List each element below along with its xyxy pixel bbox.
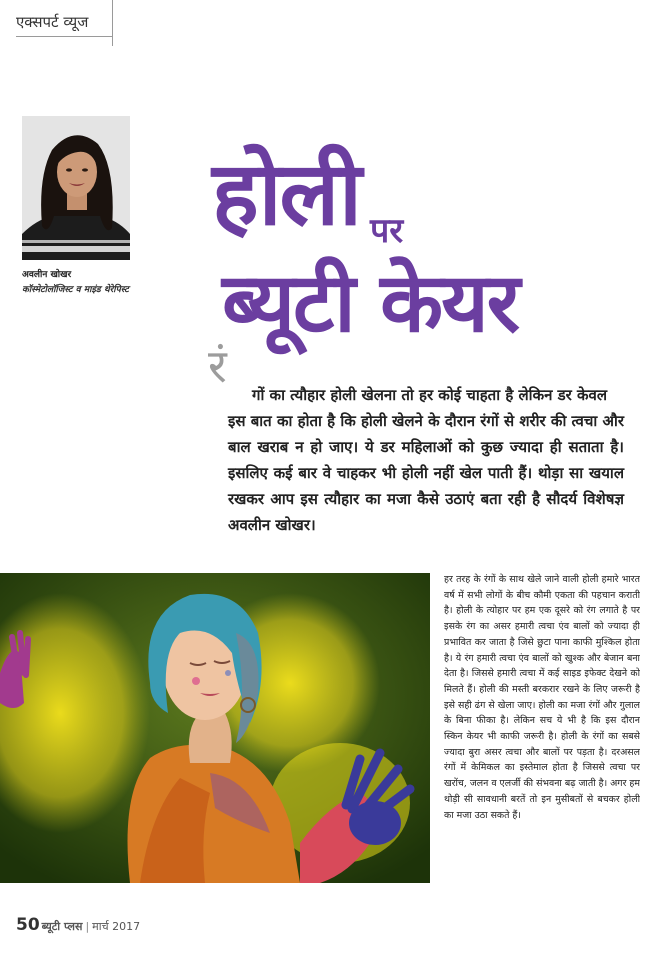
headline-line-1: होली — [212, 142, 360, 245]
author-role: कॉस्मेटोलॉजिस्ट व माइंड थेरेपिस्ट — [22, 285, 129, 295]
intro-paragraph — [228, 382, 624, 538]
author-name: अवलीन खोखर — [22, 270, 72, 280]
page-footer — [16, 915, 140, 937]
section-label: एक्सपर्ट व्यूज — [16, 13, 89, 31]
holi-photo — [0, 573, 430, 883]
section-divider-horizontal — [16, 36, 112, 37]
page-number: 50 — [16, 915, 40, 935]
issue-date: मार्च 2017 — [92, 920, 141, 933]
holi-celebration-image — [0, 573, 430, 883]
magazine-name: ब्यूटी प्लस — [41, 920, 83, 933]
section-header — [0, 0, 128, 46]
author-photo — [22, 116, 130, 260]
intro-dropcap: रं — [208, 339, 227, 393]
article-body: हर तरह के रंगों के साथ खेले जाने वाली होली हमारे भारत वर्ष में सभी लोगों के बीच कौमी एकता की पहचान कराती है। होली के त्योहार पर हम एक दूसरे को रंग लगाते है पर इसके रंग का असर हमारी त्वचा एंव बालों को ज्यादा ही प्रभावित कर जाता है जिसे छुटा पाना काफी मुश्किल होता है। ये रंग हमारी त्वचा एंव बालों को खुश्क और बेजान बना देता है। जिससे हमारी त्वचा में कई साइड इफेक्ट देखने को मिलते हैं। होली की मस्ती बरकरार रखने के लिए जरूरी है इसे सही ढंग से खेला जाए। होली का मजा रंगों और गुलाल के बिना फीका है। लेकिन सच ये भी है कि इस दौरान स्किन केयर भी काफी जरूरी है। होली के रंगों का सबसे ज्यादा बुरा असर त्वचा और बालों पर पड़ता है। दरअसल रंगों में केमिकल का इस्तेमाल होता है जिससे त्वचा पर खरोंच, जलन व एलर्जी की संभवना बढ़ जाती है। अगर हम थोड़ी सी सावधानी बरतें तो इन मुसीबतों से बचकर होली का मजा उठा सकते हैं। — [444, 574, 640, 821]
intro-rest: इस बात का होता है कि होली खेलने के दौरान रंगों से शरीर की त्वचा और बाल खराब न हो जाए। ये डर महिलाओं को कुछ ज्यादा ही सताता है। इसलिए कई बार वे चाहकर भी होली नहीं खेल पाती हैं। थोड़ा सा खयाल रखकर आप इस त्यौहार का मजा कैसे उठाएं बता रही है सौदर्य विशेषज्ञ अवलीन खोखर। — [228, 412, 624, 534]
intro-first-line: गों का त्यौहार होली खेलना तो हर कोई चाहता है लेकिन डर केवल — [252, 386, 608, 404]
author-portrait-image — [22, 116, 130, 260]
headline-connector: पर — [370, 211, 404, 251]
section-divider-vertical — [112, 0, 113, 46]
footer-separator: | — [85, 920, 90, 933]
headline-line-2: ब्यूटी केयर — [222, 256, 519, 351]
